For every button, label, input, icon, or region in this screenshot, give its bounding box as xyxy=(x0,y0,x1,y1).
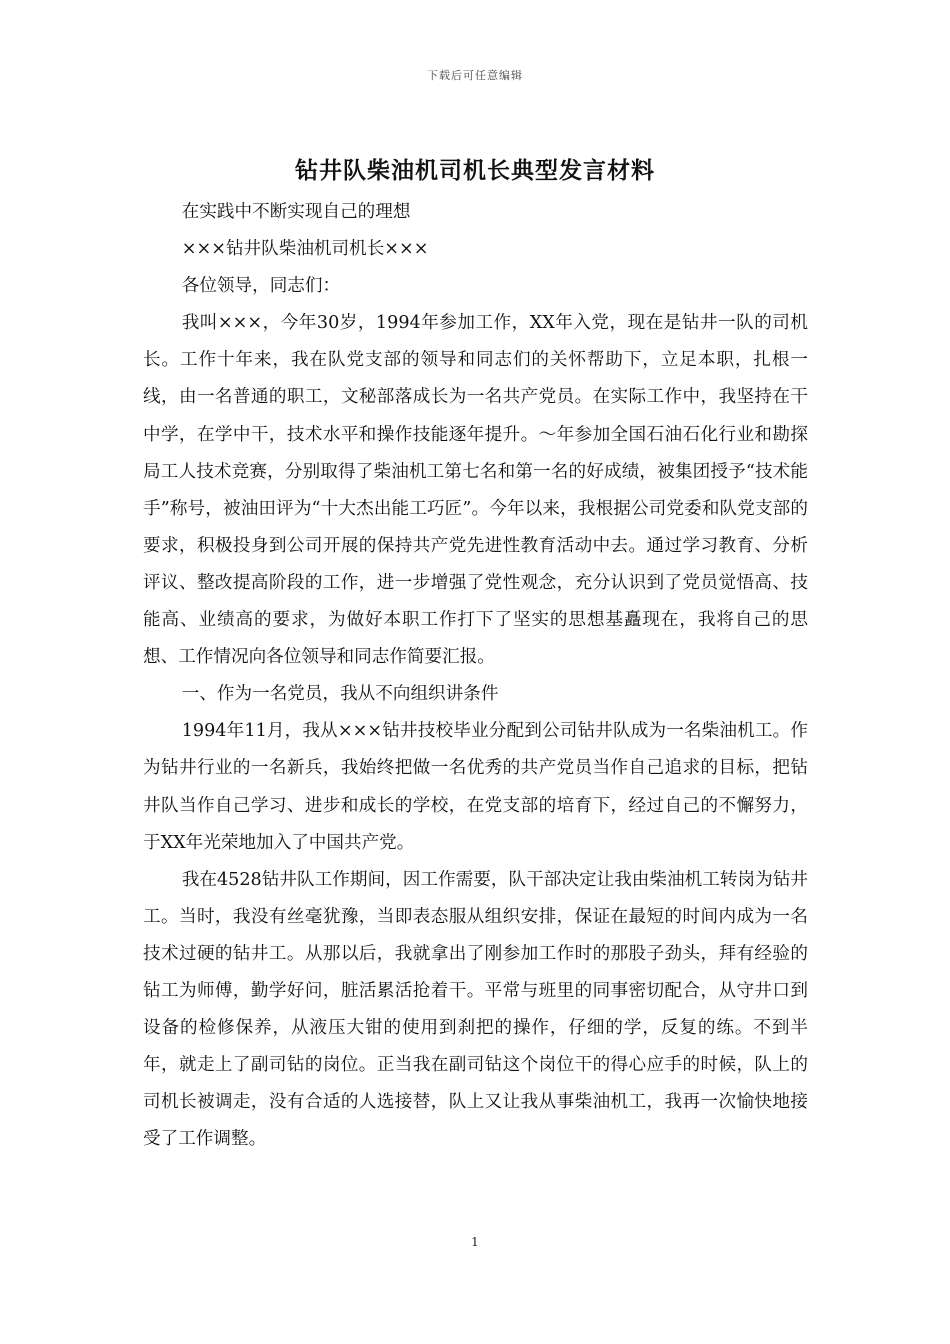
body-paragraph: 我叫×××，今年30岁，1994年参加工作，XX年入党，现在是钻井一队的司机长。工作十年来，我在队党支部的领导和同志们的关怀帮助下，立足本职，扎根一线，由一名普通的职工，文秘部落成长为一名共产党员。在实际工作中，我坚持在干中学，在学中干，技术水平和操作技能逐年提升。～年参加全国石油石化行业和勘探局工人技术竞赛，分别取得了柴油机工第七名和第一名的好成绩，被集团授予“技术能手”称号，被油田评为“十大杰出能工巧匠”。今年以来，我根据公司党委和队党支部的要求，积极投身到公司开展的保持共产党先进性教育活动中去。通过学习教育、分析评议、整改提高阶段的工作，进一步增强了党性观念，充分认识到了党员觉悟高、技能高、业绩高的要求，为做好本职工作打下了坚实的思想基矗现在，我将自己的思想、工作情况向各位领导和同志作简要汇报。 xyxy=(143,313,808,668)
salutation-paragraph: 各位领导，同志们： xyxy=(181,276,341,297)
body-paragraph: 1994年11月，我从×××钻井技校毕业分配到公司钻井队成为一名柴油机工。作为钻井行业的一名新兵，我始终把做一名优秀的共产党员当作自己追求的目标，把钻井队当作自己学习、进步和成长的学校，在党支部的培育下，经过自己的不懈努力，于XX年光荣地加入了中国共产党。 xyxy=(143,721,808,853)
document-body xyxy=(143,194,808,1158)
document-title: 钻井队柴油机司机长典型发言材料 xyxy=(295,157,655,184)
section-heading: 一、作为一名党员，我从不向组织讲条件 xyxy=(181,684,499,705)
author-paragraph: ×××钻井队柴油机司机长××× xyxy=(181,239,429,260)
subtitle-paragraph: 在实践中不断实现自己的理想 xyxy=(181,202,411,222)
page-header: 下载后可任意编辑 xyxy=(427,69,523,82)
body-paragraph: 我在4528钻井队工作期间，因工作需要，队干部决定让我由柴油机工转岗为钻井工。当时，我没有丝毫犹豫，当即表态服从组织安排，保证在最短的时间内成为一名技术过硬的钻井工。从那以后，我就拿出了刚参加工作时的那股子劲头，拜有经验的钻工为师傅，勤学好问，脏活累活抢着干。平常与班里的同事密切配合，从守井口到设备的检修保养，从液压大钳的使用到刹把的操作，仔细的学，反复的练。不到半年，就走上了副司钻的岗位。正当我在副司钻这个岗位干的得心应手的时候，队上的司机长被调走，没有合适的人选接替，队上又让我从事柴油机工，我再一次愉快地接受了工作调整。 xyxy=(143,869,808,1150)
page-number: 1 xyxy=(471,1235,479,1249)
